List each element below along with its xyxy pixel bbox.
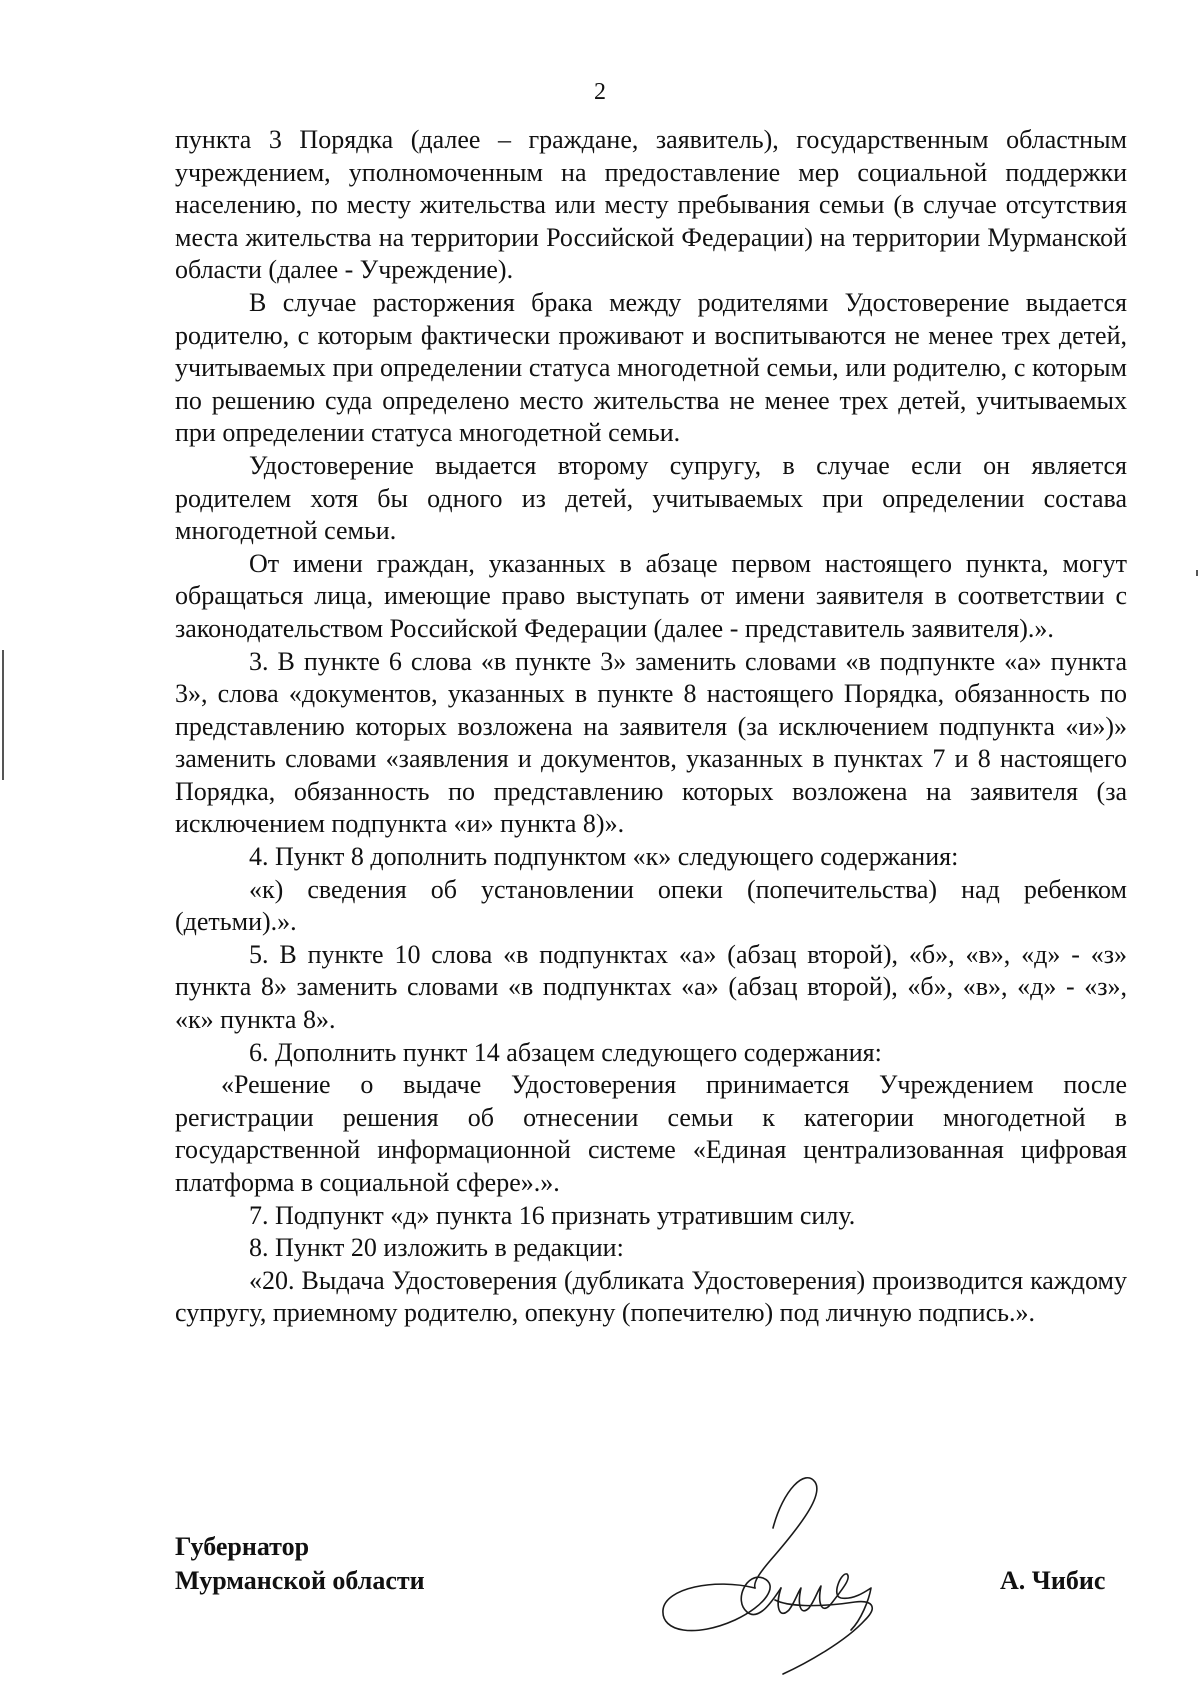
position-line: Губернатор — [175, 1532, 310, 1561]
signature-icon — [655, 1460, 915, 1680]
paragraph: 6. Дополнить пункт 14 абзацем следующего содержания: — [249, 1037, 882, 1067]
paragraph: 7. Подпункт «д» пункта 16 признать утратившим силу. — [249, 1200, 856, 1230]
paragraph: Удостоверение выдается второму супругу, в случае если он является родителем хотя бы одного из детей, учитываемых при определении состава многодетной семьи. — [175, 450, 1127, 546]
paragraph: 3. В пункте 6 слова «в пункте 3» заменить словами «в подпункте «а» пункта 3», слова «документов, указанных в пункте 8 настоящего Порядка, обязанность по представлению которых возложена на заявителя (за исключением подпункта «и»)» заменить словами «заявления и документов, указанных в пунктах 7 и 8 настоящего Порядка, обязанность по представлению которых возложена на заявителя (за исключением подпункта «и» пункта 8)». — [175, 646, 1127, 839]
paragraph: «Решение о выдаче Удостоверения принимается Учреждением после регистрации решения об отнесении семьи к категории многодетной в государственной информационной системе «Единая централизованная цифровая платформа в социальной сфере».». — [175, 1070, 1127, 1197]
document-body — [175, 124, 1127, 1330]
position-line: Мурманской области — [175, 1566, 425, 1595]
paragraph: «к) сведения об установлении опеки (попечительства) над ребенком (детьми).». — [175, 874, 1127, 937]
paragraph: В случае расторжения брака между родителями Удостоверение выдается родителю, с которым фактически проживают и воспитываются не менее трех детей, учитываемых при определении статуса многодетной семьи, или родителю, с которым по решению суда определено место жительства не менее трех детей, учитываемых при определении статуса многодетной семьи. — [175, 287, 1127, 448]
paragraph: 5. В пункте 10 слова «в подпунктах «а» (абзац второй), «б», «в», «д» - «з» пункта 8» заменить словами «в подпунктах «а» (абзац второй), «б», «в», «д» - «з», «к» пункта 8». — [175, 939, 1127, 1035]
signatory-name: А. Чибис — [1000, 1566, 1106, 1595]
paragraph: пункта 3 Порядка (далее – граждане, заявитель), государственным областным учреждением, уполномоченным на предоставление мер социальной поддержки населению, по месту жительства или месту пребывания семьи (в случае отсутствия места жительства на территории Российской Федерации) на территории Мурманской области (далее - Учреждение). — [175, 125, 1127, 285]
paragraph: 4. Пункт 8 дополнить подпунктом «к» следующего содержания: — [249, 842, 959, 872]
paragraph: 8. Пункт 20 изложить в редакции: — [249, 1233, 624, 1263]
scan-edge-mark — [1196, 570, 1198, 576]
page-number: 2 — [594, 79, 606, 105]
signatory-position — [175, 1530, 425, 1598]
scan-edge-mark — [2, 650, 4, 780]
paragraph: От имени граждан, указанных в абзаце первом настоящего пункта, могут обращаться лица, имеющие право выступать от имени заявителя в соответствии с законодательством Российской Федерации (далее - представитель заявителя).». — [175, 548, 1127, 643]
paragraph: «20. Выдача Удостоверения (дубликата Удостоверения) производится каждому супругу, приемному родителю, опекуну (попечителю) под личную подпись.». — [175, 1265, 1127, 1328]
